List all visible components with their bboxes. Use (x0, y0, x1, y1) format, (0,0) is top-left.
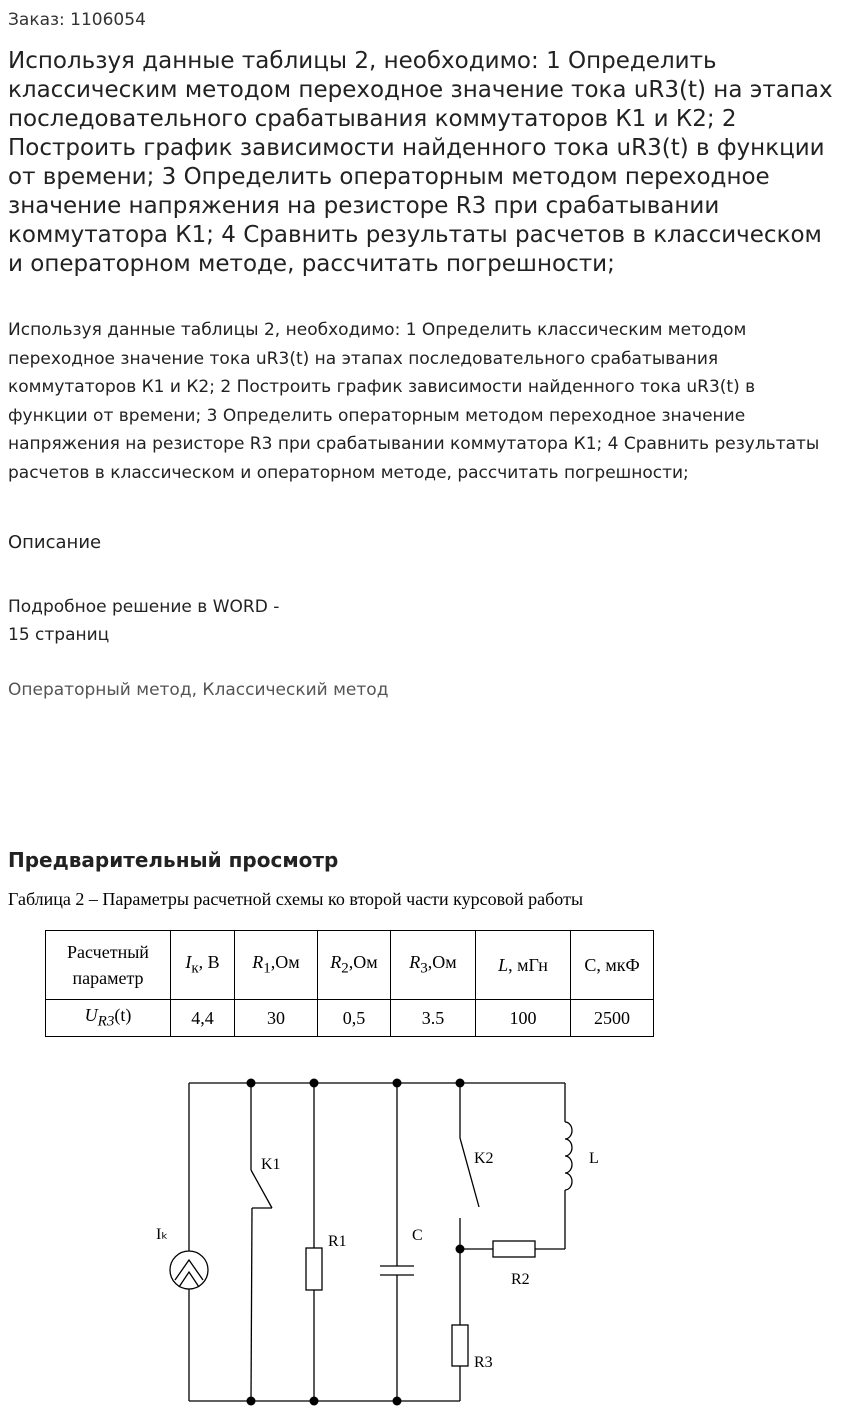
k2-switch-blade (460, 1138, 479, 1207)
header-l: L, мГн (476, 931, 571, 1000)
header-r2: $R_2,Ом$ (318, 931, 391, 1000)
value-r1: 30 (235, 1000, 318, 1037)
row-label: $U_{R3}(t)$ (46, 1000, 171, 1037)
table-header-row (46, 931, 654, 1000)
junction-dot (310, 1397, 319, 1406)
label-k2: K2 (474, 1150, 494, 1167)
header-ik: $I_к$, В (171, 931, 235, 1000)
r1-resistor (306, 1248, 322, 1290)
circuit-diagram (150, 1070, 610, 1415)
value-l: 100 (476, 1000, 571, 1037)
junction-dot (310, 1079, 319, 1088)
label-l: L (589, 1150, 599, 1167)
current-source (170, 1251, 208, 1289)
value-r3: 3.5 (391, 1000, 476, 1037)
header-param: Расчетный параметр (46, 931, 171, 1000)
junction-dot (247, 1397, 256, 1406)
parameters-table (45, 930, 654, 1037)
junction-dot (456, 1079, 465, 1088)
junction-dot (393, 1397, 402, 1406)
r2-resistor (493, 1241, 535, 1257)
label-k1: K1 (261, 1156, 281, 1173)
solution-format: Подробное решение в WORD - (8, 597, 280, 617)
value-c: 2500 (571, 1000, 654, 1037)
source-arrow-inner (179, 1272, 199, 1287)
order-number: Заказ: 1106054 (8, 10, 146, 30)
inductor-coil (565, 1122, 572, 1190)
table-row (46, 1000, 654, 1037)
description-heading: Описание (8, 532, 102, 553)
page-title: Используя данные таблицы 2, необходимо: 1 Определить классическим методом переходное значение тока uR3(t) на этапах последовательного срабатывания коммутаторов К1 и К2; 2 Построить график зависимости найденного тока uR3(t) в функции от времени; 3 Определить операторным методом переходное значение напряжения на резисторе R3 при срабатывании коммутатора К1; 4 Сравнить результаты расчетов в классическом и операторном методе, рассчитать погрешности; (8, 48, 833, 277)
label-r3: R3 (474, 1354, 493, 1371)
label-r2: R2 (511, 1271, 530, 1288)
table-caption: Габлица 2 – Параметры расчетной схемы ко второй части курсовой работы (8, 889, 584, 909)
task-description: Используя данные таблицы 2, необходимо: 1 Определить классическим методом переходное значение тока uR3(t) на этапах последовательного срабатывания коммутаторов К1 и К2; 2 Построить график зависимости найденного тока uR3(t) в функции от времени; 3 Определить операторным методом переходное значение напряжения на резисторе R3 при срабатывании коммутатора К1; 4 Сравнить результаты расчетов в классическом и операторном методе, рассчитать погрешности; (8, 320, 820, 483)
label-r1: R1 (328, 1233, 347, 1250)
solution-info (8, 593, 408, 649)
junction-dot (456, 1245, 465, 1254)
source-arrow-outer (175, 1260, 203, 1280)
r3-resistor (452, 1325, 468, 1366)
header-r1: $R_1,Ом$ (235, 931, 318, 1000)
k1-switch-blade (251, 1170, 272, 1208)
value-ik: 4,4 (171, 1000, 235, 1037)
label-source: Iₖ (156, 1226, 169, 1243)
value-r2: 0,5 (318, 1000, 391, 1037)
solution-pages: 15 страниц (8, 625, 110, 645)
k1-wire-bottom (251, 1208, 252, 1401)
tags: Операторный метод, Классический метод (8, 680, 389, 700)
junction-dot (247, 1079, 256, 1088)
header-r3: $R_3,Ом$ (391, 931, 476, 1000)
junction-dot (393, 1079, 402, 1088)
label-c: C (412, 1227, 423, 1244)
preview-heading: Предварительный просмотр (8, 848, 339, 872)
header-c: C, мкФ (571, 931, 654, 1000)
